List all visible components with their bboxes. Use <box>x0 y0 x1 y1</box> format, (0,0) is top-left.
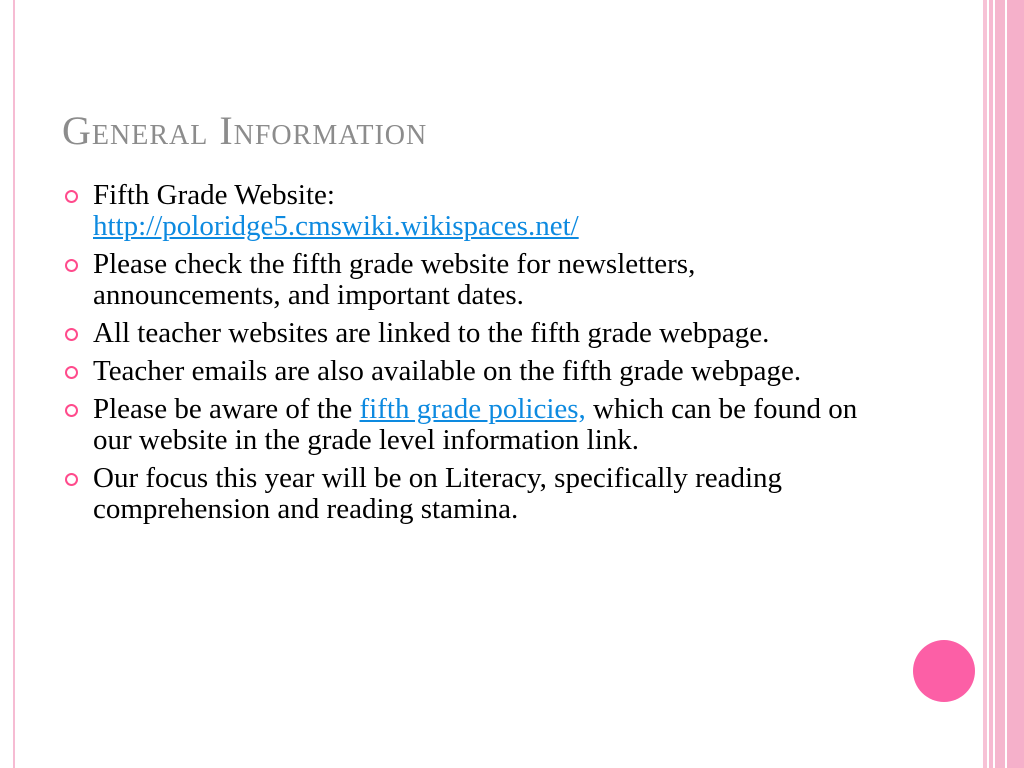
slide-title: General Information <box>62 108 428 153</box>
bullet-marker-icon <box>65 328 78 341</box>
bullet-marker-icon <box>65 366 78 379</box>
bullet-marker-icon <box>65 190 78 203</box>
bullet-text: All teacher websites are linked to the fifth grade webpage. <box>93 317 770 349</box>
bullet-teacher-websites <box>64 318 874 349</box>
bullet-text: Teacher emails are also available on the fifth grade webpage. <box>93 355 802 387</box>
right-decorative-stripes <box>980 0 1024 768</box>
bullet-list <box>64 180 874 532</box>
bullet-website <box>64 180 874 242</box>
bullet-teacher-emails <box>64 356 874 387</box>
bullet-check-website <box>64 249 874 311</box>
bullet-literacy-focus <box>64 463 874 525</box>
decorative-circle <box>913 640 975 702</box>
policies-link[interactable]: fifth grade policies, <box>359 393 586 425</box>
bullet-text: Please check the fifth grade website for newsletters, announcements, and important dates. <box>93 248 696 311</box>
bullet-marker-icon <box>65 259 78 272</box>
website-link[interactable]: http://poloridge5.cmswiki.wikispaces.net/ <box>93 210 579 242</box>
bullet-text-before: Please be aware of the <box>93 393 353 425</box>
bullet-marker-icon <box>65 473 78 486</box>
bullet-text-after: which can be found on our website in the grade level information link. <box>93 393 858 456</box>
bullet-marker-icon <box>65 404 78 417</box>
left-border-line <box>13 0 15 768</box>
bullet-text: Fifth Grade Website: <box>93 179 335 211</box>
bullet-text: Our focus this year will be on Literacy, specifically reading comprehension and reading stamina. <box>93 462 783 525</box>
bullet-policies <box>64 394 874 456</box>
